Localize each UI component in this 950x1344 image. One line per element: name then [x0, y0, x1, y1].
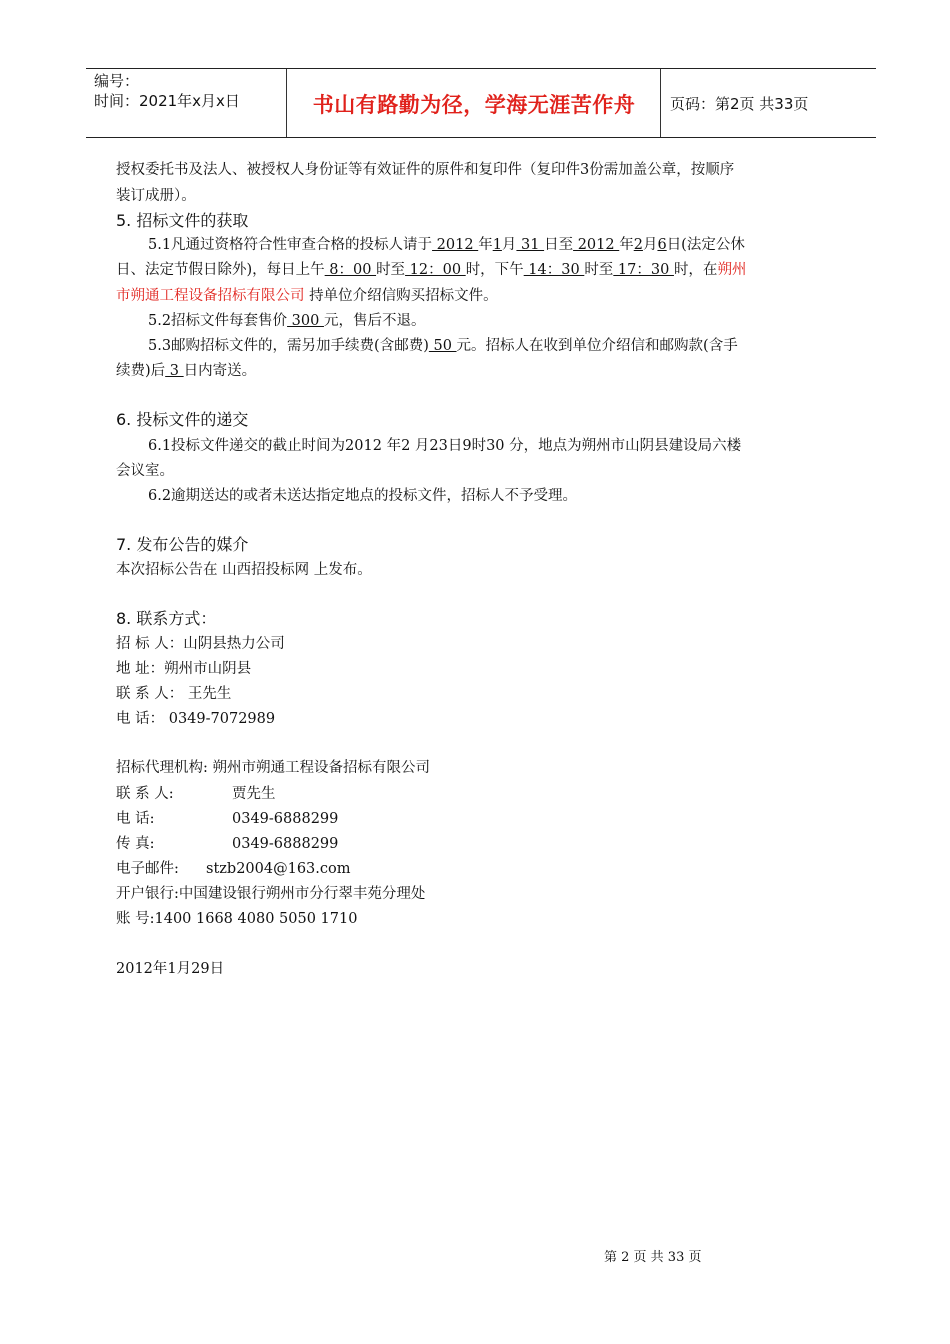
tenderer-address: 朔州市山阴县 — [164, 661, 252, 677]
start-day: 31 — [516, 237, 545, 253]
contact-row — [116, 834, 339, 854]
agency-phone: 0349-6888299 — [232, 811, 339, 827]
text: 5.3邮购招标文件的，需另加手续费(含邮费) — [148, 338, 429, 354]
paragraph-line — [148, 336, 738, 356]
text: 日内寄送。 — [183, 363, 257, 379]
text: 5.2招标文件每套售价 — [148, 313, 288, 329]
contact-row — [116, 884, 425, 904]
agency-fax: 0349-6888299 — [232, 836, 339, 852]
contact-row — [116, 784, 276, 804]
company-name: 朔州 — [717, 262, 747, 278]
am-end-time: 12：00 — [405, 262, 466, 278]
paragraph-line — [116, 361, 256, 381]
company-name: 市朔通工程设备招标有限公司 — [116, 288, 305, 304]
field-label: 账 号: — [116, 911, 155, 927]
agency-account: 1400 1668 4080 5050 1710 — [154, 911, 358, 927]
paragraph-line — [148, 235, 745, 255]
text: 持单位介绍信购买招标文件。 — [304, 288, 498, 304]
contact-row — [116, 758, 430, 778]
paragraph-line: 6.2逾期送达的或者未送达指定地点的投标文件，招标人不予受理。 — [148, 488, 578, 504]
price: 300 — [287, 313, 324, 329]
pm-start-time: 14：30 — [523, 262, 585, 278]
text: 日(法定公休 — [666, 237, 745, 253]
section-heading: 6. 投标文件的递交 — [116, 410, 249, 429]
text: 月 — [501, 237, 517, 253]
end-month: 2 — [633, 237, 643, 253]
text: 时，在 — [673, 262, 718, 278]
header-divider — [660, 69, 661, 137]
agency-contact: 贾先生 — [232, 786, 276, 802]
am-start-time: 8：00 — [324, 262, 377, 278]
text: 时至 — [584, 262, 614, 278]
text: 5.1凡通过资格符合性审查合格的投标人请于 — [148, 237, 433, 253]
start-month: 1 — [492, 237, 502, 253]
intro-line: 授权委托书及法人、被授权人身份证等有效证件的原件和复印件（复印件3份需加盖公章，按顺序 — [116, 162, 735, 178]
contact-row — [116, 709, 275, 729]
paragraph-line: 本次招标公告在 山西招投标网 上发布。 — [116, 562, 372, 578]
contact-row — [116, 859, 351, 879]
end-year: 2012 — [573, 237, 620, 253]
field-label: 联 系 人： — [116, 686, 184, 702]
text: 时至 — [376, 262, 406, 278]
section-heading: 5. 招标文件的获取 — [116, 211, 249, 230]
page-footer: 第 2 页 共 33 页 — [604, 1250, 702, 1265]
paragraph-line — [116, 260, 746, 280]
contact-row — [116, 659, 251, 679]
field-label: 电 话: — [116, 811, 155, 827]
paragraph-line: 会议室。 — [116, 463, 174, 479]
tenderer-name: 山阴县热力公司 — [183, 636, 285, 652]
page-header — [86, 68, 876, 138]
text: 日、法定节假日除外)，每日上午 — [116, 262, 325, 278]
field-label: 开户银行: — [116, 886, 179, 902]
contact-row — [116, 909, 357, 929]
header-page-number: 页码：第2页 共33页 — [670, 95, 809, 113]
document-date: 2012年1月29日 — [116, 961, 225, 977]
contact-row — [116, 684, 231, 704]
mail-days: 3 — [165, 363, 184, 379]
tenderer-contact: 王先生 — [183, 686, 232, 702]
doc-number-label: 编号： — [94, 72, 140, 90]
doc-time-label: 时间：2021年x月x日 — [94, 92, 240, 110]
field-label: 传 真: — [116, 836, 155, 852]
contact-row — [116, 634, 285, 654]
pm-end-time: 17：30 — [613, 262, 674, 278]
contact-row — [116, 809, 339, 829]
field-label: 电 话： — [116, 711, 165, 727]
tenderer-phone: 0349-7072989 — [164, 711, 276, 727]
text: 年 — [619, 237, 634, 253]
field-label: 招 标 人： — [116, 636, 184, 652]
text: 日至 — [544, 237, 574, 253]
agency-name: 朔州市朔通工程设备招标有限公司 — [212, 760, 430, 776]
text: 续费)后 — [116, 363, 166, 379]
intro-line: 装订成册）。 — [116, 188, 196, 204]
end-day: 6 — [657, 237, 667, 253]
paragraph-line: 6.1投标文件递交的截止时间为2012 年2 月23日9时30 分，地点为朔州市山阴县建设局六楼 — [148, 438, 742, 454]
field-label: 联 系 人: — [116, 786, 174, 802]
paragraph-line — [148, 311, 425, 331]
start-year: 2012 — [432, 237, 479, 253]
agency-bank: 中国建设银行朔州市分行翠丰苑分理处 — [178, 886, 426, 902]
text: 元。招标人在收到单位介绍信和邮购款(含手 — [456, 338, 738, 354]
section-heading: 7. 发布公告的媒介 — [116, 535, 249, 554]
field-label: 招标代理机构: — [116, 760, 213, 776]
text: 月 — [642, 237, 658, 253]
text: 元，售后不退。 — [323, 313, 426, 329]
section-heading: 8. 联系方式： — [116, 609, 217, 628]
fee: 50 — [428, 338, 457, 354]
text: 时，下午 — [465, 262, 524, 278]
field-label: 电子邮件: — [116, 861, 179, 877]
agency-email: stzb2004@163.com — [206, 861, 351, 877]
header-meta — [94, 71, 284, 111]
header-motto: 书山有路勤为径，学海无涯苦作舟 — [312, 93, 636, 117]
paragraph-line — [116, 286, 498, 306]
field-label: 地 址： — [116, 661, 165, 677]
header-divider — [286, 69, 287, 137]
text: 年 — [478, 237, 493, 253]
